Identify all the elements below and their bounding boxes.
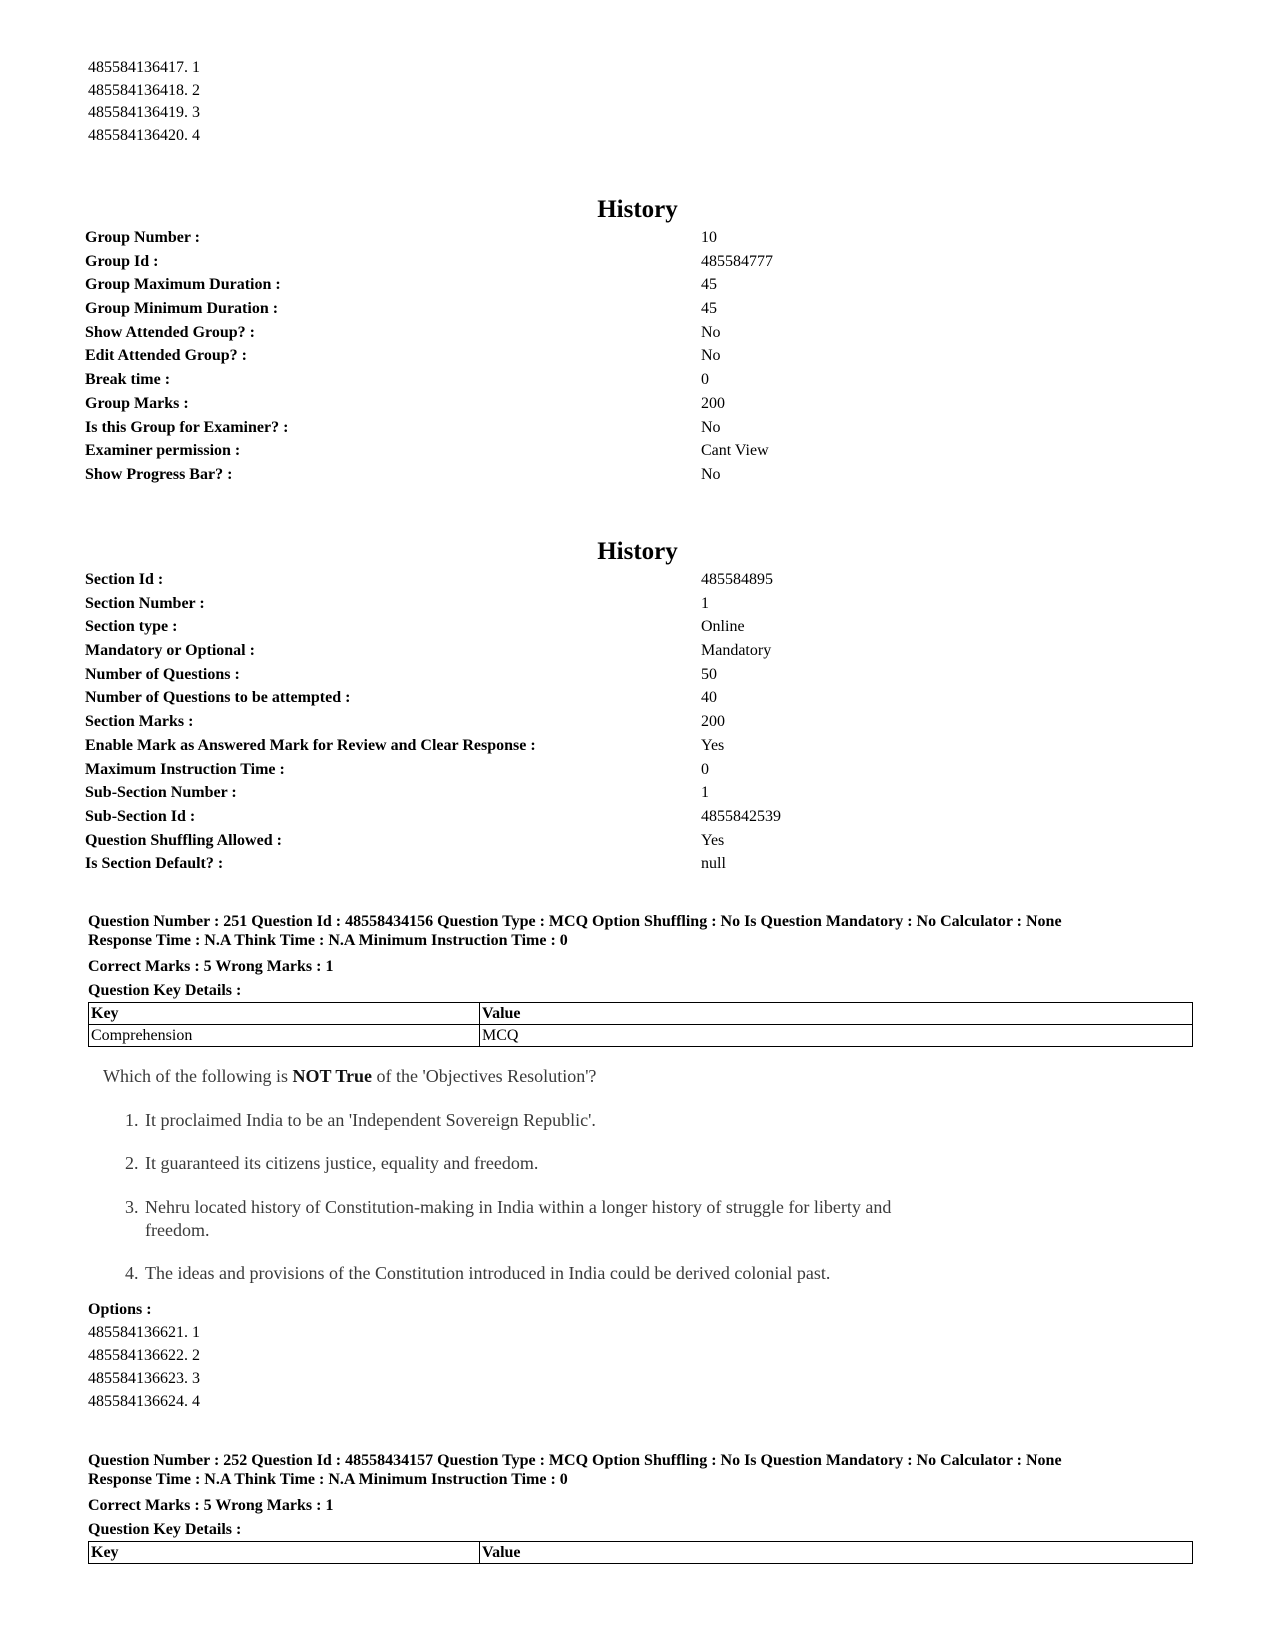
detail-value: 485584777 [701, 252, 773, 270]
question-header-line: Response Time : N.A Think Time : N.A Minimum Instruction Time : 0 [88, 1471, 568, 1488]
detail-key: Is Section Default? : [85, 855, 224, 873]
detail-key: Section Marks : [85, 713, 194, 731]
option-line: 485584136622. 2 [88, 1347, 200, 1364]
detail-key: Sub-Section Number : [85, 784, 237, 802]
detail-value: 50 [701, 665, 717, 683]
question-key-table [88, 1002, 1193, 1047]
detail-row [85, 710, 1185, 734]
detail-key: Section Number : [85, 594, 205, 612]
detail-key: Edit Attended Group? : [85, 347, 247, 365]
choice-text: Nehru located history of Constitution-making in India within a longer history of struggle for liberty and [145, 1197, 892, 1217]
detail-value: 200 [701, 394, 725, 412]
detail-key: Is this Group for Examiner? : [85, 418, 289, 436]
question-choice [125, 1262, 960, 1285]
question-choice [125, 1196, 960, 1242]
detail-value: 40 [701, 689, 717, 707]
group-title: History [597, 196, 678, 223]
choice-text: It proclaimed India to be an 'Independent Sovereign Republic'. [145, 1110, 596, 1130]
detail-value: 1 [701, 784, 709, 802]
detail-row [85, 852, 1185, 876]
detail-row [85, 592, 1185, 616]
detail-value: 45 [701, 300, 717, 318]
question-header-line: Question Number : 251 Question Id : 48558434156 Question Type : MCQ Option Shuffling : No Is Question Mandatory : No Calculator : None [88, 913, 1062, 930]
detail-row [85, 321, 1185, 345]
option-line: 485584136621. 1 [88, 1324, 200, 1341]
detail-row [85, 615, 1185, 639]
detail-value: Mandatory [701, 642, 772, 660]
detail-row [85, 463, 1185, 487]
table-header-row [89, 1542, 1193, 1564]
detail-value: 0 [701, 371, 709, 389]
detail-key: Question Shuffling Allowed : [85, 831, 282, 849]
option-line: 485584136624. 4 [88, 1393, 200, 1410]
choice-number: 3. [125, 1197, 139, 1217]
table-header-value: Value [480, 1003, 1193, 1025]
detail-row [85, 781, 1185, 805]
detail-value: 10 [701, 229, 717, 246]
detail-row [85, 392, 1185, 416]
choice-text: The ideas and provisions of the Constitution introduced in India could be derived colonial past. [145, 1263, 831, 1283]
question-text-post: of the 'Objectives Resolution'? [371, 1066, 597, 1086]
question-header [88, 912, 1198, 950]
question-key-details-label: Question Key Details : [88, 1521, 242, 1538]
table-header-row [89, 1003, 1193, 1025]
detail-row [85, 829, 1185, 853]
detail-row [85, 250, 1185, 274]
question-text-emphasis: NOT True [292, 1066, 372, 1086]
detail-key: Group Marks : [85, 394, 189, 412]
detail-row [85, 639, 1185, 663]
detail-row [85, 734, 1185, 758]
question-header-line: Question Number : 252 Question Id : 48558434157 Question Type : MCQ Option Shuffling : No Is Question Mandatory : No Calculator : None [88, 1452, 1062, 1469]
question-key-details-label: Question Key Details : [88, 982, 242, 999]
detail-row [85, 368, 1185, 392]
question-header-line: Response Time : N.A Think Time : N.A Minimum Instruction Time : 0 [88, 932, 568, 949]
detail-key: Show Attended Group? : [85, 323, 255, 341]
detail-key: Mandatory or Optional : [85, 642, 255, 660]
detail-value: 0 [701, 760, 709, 778]
question-text [103, 1065, 596, 1088]
detail-value: Yes [701, 831, 725, 849]
detail-row [85, 758, 1185, 782]
detail-row [85, 297, 1185, 321]
detail-row [85, 568, 1185, 592]
detail-key: Number of Questions to be attempted : [85, 689, 351, 707]
option-line: 485584136419. 3 [88, 104, 200, 121]
question-text-pre: Which of the following is [103, 1066, 293, 1086]
detail-value: No [701, 465, 721, 483]
choice-number: 1. [125, 1110, 139, 1130]
option-line: 485584136418. 2 [88, 82, 200, 99]
detail-row [85, 344, 1185, 368]
table-header-key: Key [89, 1542, 480, 1564]
detail-key: Enable Mark as Answered Mark for Review and Clear Response : [85, 736, 536, 754]
detail-key: Sub-Section Id : [85, 807, 196, 825]
detail-row [85, 273, 1185, 297]
question-marks: Correct Marks : 5 Wrong Marks : 1 [88, 1497, 334, 1514]
detail-key: Group Maximum Duration : [85, 276, 281, 294]
group-details [85, 226, 1185, 487]
detail-key: Group Number : [85, 229, 200, 246]
detail-key: Section type : [85, 618, 178, 636]
detail-value: 1 [701, 594, 709, 612]
question-header [88, 1451, 1198, 1489]
detail-value: Cant View [701, 442, 769, 460]
table-header-value: Value [480, 1542, 1193, 1564]
choice-text: It guaranteed its citizens justice, equality and freedom. [145, 1153, 539, 1173]
options-label: Options : [88, 1301, 152, 1318]
detail-value: 4855842539 [701, 807, 781, 825]
question-choice [125, 1152, 960, 1175]
detail-row [85, 439, 1185, 463]
section-title: History [597, 538, 678, 565]
choice-text-continued: freedom. [145, 1220, 210, 1240]
detail-row [85, 805, 1185, 829]
detail-key: Group Id : [85, 252, 159, 270]
choice-number: 4. [125, 1263, 139, 1283]
detail-row [85, 663, 1185, 687]
detail-value: Online [701, 618, 745, 636]
detail-value: No [701, 323, 721, 341]
detail-value: Yes [701, 736, 725, 754]
detail-key: Number of Questions : [85, 665, 240, 683]
detail-value: No [701, 347, 721, 365]
detail-value: null [701, 855, 726, 873]
question-marks: Correct Marks : 5 Wrong Marks : 1 [88, 958, 334, 975]
option-line: 485584136623. 3 [88, 1370, 200, 1387]
option-line: 485584136420. 4 [88, 127, 200, 144]
detail-value: 200 [701, 713, 725, 731]
choice-number: 2. [125, 1153, 139, 1173]
table-row [89, 1025, 1193, 1047]
table-cell-key: Comprehension [89, 1025, 480, 1047]
detail-key: Show Progress Bar? : [85, 465, 233, 483]
detail-value: 45 [701, 276, 717, 294]
detail-key: Section Id : [85, 571, 164, 588]
detail-row [85, 416, 1185, 440]
detail-value: No [701, 418, 721, 436]
detail-value: 485584895 [701, 571, 773, 588]
table-header-key: Key [89, 1003, 480, 1025]
detail-key: Break time : [85, 371, 171, 389]
detail-key: Maximum Instruction Time : [85, 760, 285, 778]
detail-row [85, 226, 1185, 250]
table-cell-value: MCQ [480, 1025, 1193, 1047]
question-key-table [88, 1541, 1193, 1564]
question-choice [125, 1109, 960, 1132]
detail-key: Examiner permission : [85, 442, 241, 460]
section-details [85, 568, 1185, 876]
option-line: 485584136417. 1 [88, 59, 200, 76]
detail-row [85, 686, 1185, 710]
detail-key: Group Minimum Duration : [85, 300, 279, 318]
